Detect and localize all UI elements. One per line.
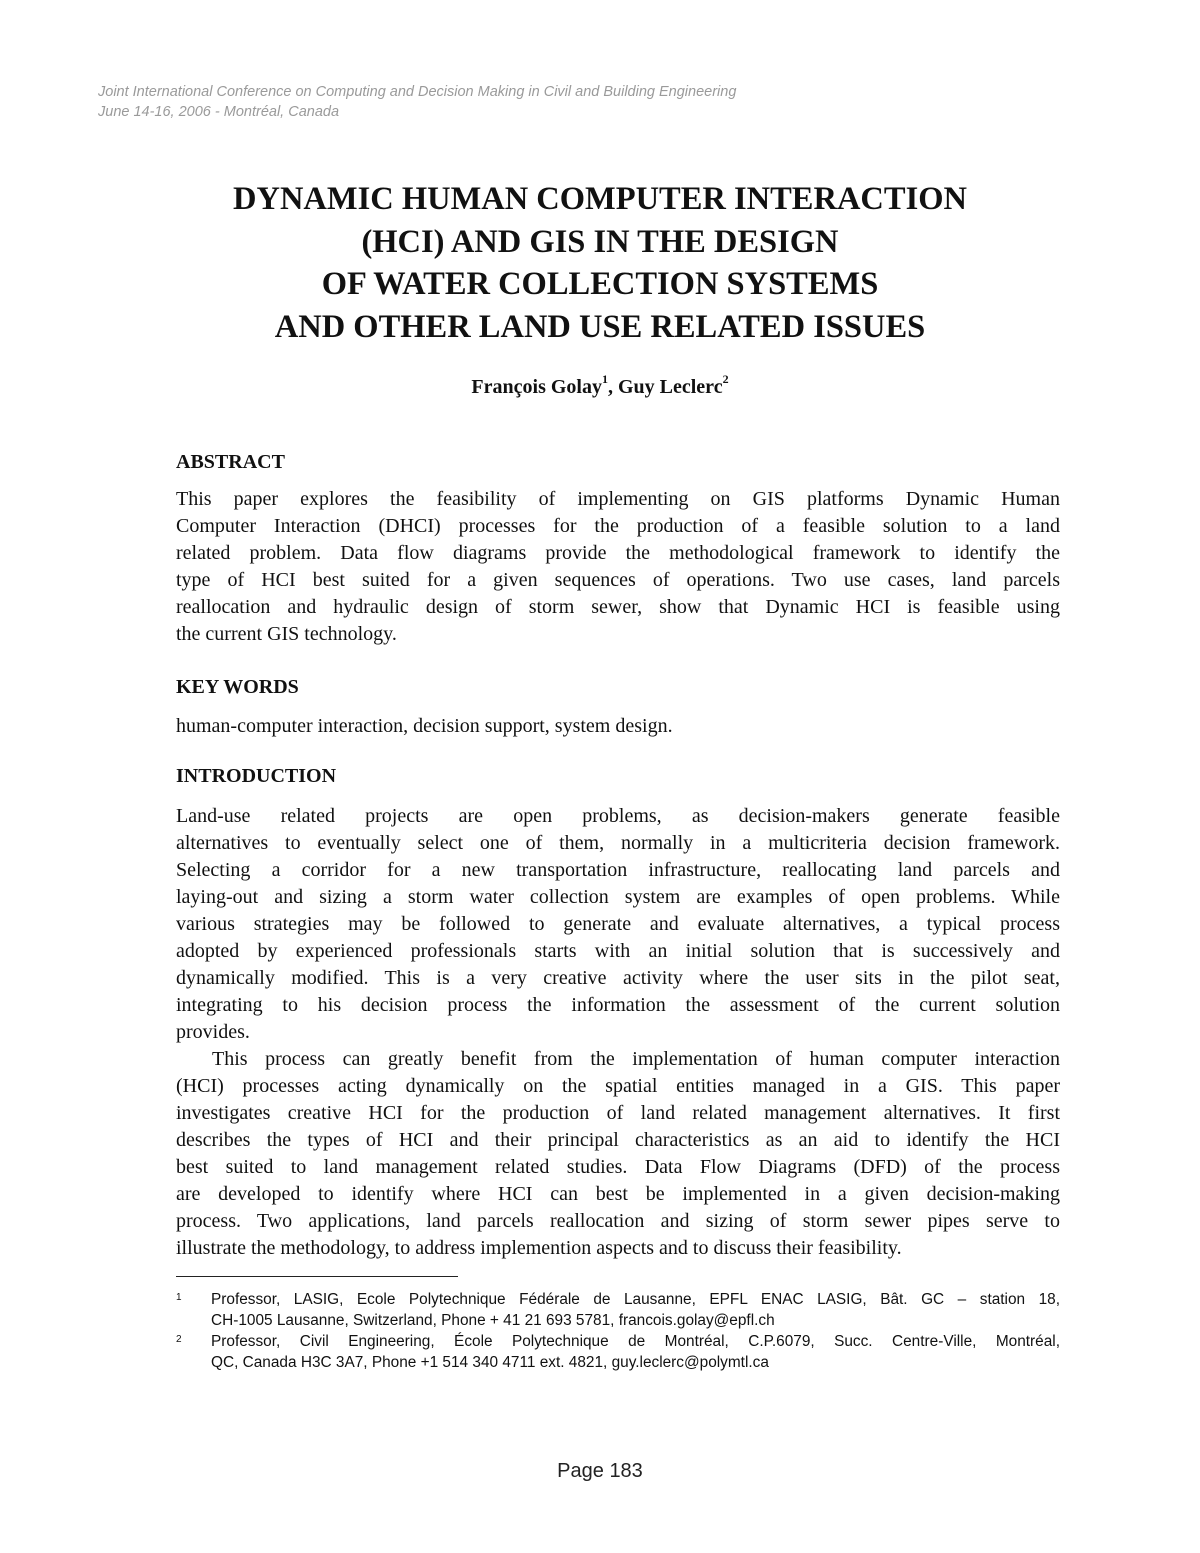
footnote-divider bbox=[176, 1276, 458, 1277]
author-name: François Golay bbox=[471, 376, 602, 398]
conference-date-location: June 14-16, 2006 - Montréal, Canada bbox=[98, 104, 340, 120]
text-line: illustrate the methodology, to address implemention aspects and to discuss their feasibility. bbox=[176, 1237, 902, 1259]
text-line: type of HCI best suited for a given sequences of operations. Two use cases, land parcels bbox=[176, 569, 1060, 591]
text-line: QC, Canada H3C 3A7, Phone +1 514 340 4711 ext. 4821, guy.leclerc@polymtl.ca bbox=[211, 1354, 769, 1371]
text-line: Professor, LASIG, Ecole Polytechnique Fédérale de Lausanne, EPFL ENAC LASIG, Bât. GC – station 18, bbox=[211, 1291, 1060, 1308]
text-line: various strategies may be followed to generate and evaluate alternatives, a typical process bbox=[176, 913, 1060, 935]
text-line: provides. bbox=[176, 1021, 250, 1043]
text-line: Selecting a corridor for a new transportation infrastructure, reallocating land parcels and bbox=[176, 859, 1060, 881]
keywords-text: human-computer interaction, decision support, system design. bbox=[176, 715, 673, 737]
footnote-text bbox=[211, 1331, 1060, 1373]
title-line: OF WATER COLLECTION SYSTEMS bbox=[321, 266, 879, 302]
page-number: Page 183 bbox=[557, 1460, 643, 1482]
title-line: (HCI) AND GIS IN THE DESIGN bbox=[361, 223, 839, 260]
footnote-text bbox=[211, 1289, 1060, 1331]
text-line: CH-1005 Lausanne, Switzerland, Phone + 41 21 693 5781, francois.golay@epfl.ch bbox=[211, 1312, 775, 1329]
text-line: the current GIS technology. bbox=[176, 623, 397, 645]
author-name: Guy Leclerc bbox=[617, 376, 723, 398]
title-line: DYNAMIC HUMAN COMPUTER INTERACTION bbox=[233, 181, 967, 217]
text-line: investigates creative HCI for the production of land related management alternatives. It first bbox=[176, 1102, 1060, 1124]
paper-title bbox=[120, 178, 1080, 348]
text-line: Professor, Civil Engineering, École Polytechnique de Montréal, C.P.6079, Succ. Centre-Ville, Montréal, bbox=[211, 1333, 1060, 1350]
section-heading-keywords: KEY WORDS bbox=[176, 676, 299, 698]
footnote-number: 1 bbox=[176, 1292, 182, 1303]
text-line: (HCI) processes acting dynamically on the spatial entities managed in a GIS. This paper bbox=[176, 1075, 1060, 1097]
text-line: dynamically modified. This is a very creative activity where the user sits in the pilot seat, bbox=[176, 967, 1060, 989]
text-line: process. Two applications, land parcels reallocation and sizing of storm sewer pipes serve to bbox=[176, 1210, 1060, 1232]
text-line: adopted by experienced professionals starts with an initial solution that is successively and bbox=[176, 940, 1060, 962]
footnote-mark: 1 bbox=[601, 372, 608, 387]
conference-name: Joint International Conference on Computing and Decision Making in Civil and Building Engineering bbox=[98, 84, 737, 100]
text-line: describes the types of HCI and their principal characteristics as an aid to identify the HCI bbox=[176, 1129, 1060, 1151]
text-line: best suited to land management related studies. Data Flow Diagrams (DFD) of the process bbox=[176, 1156, 1060, 1178]
text-line: alternatives to eventually select one of them, normally in a multicriteria decision framework. bbox=[176, 832, 1060, 854]
title-line: AND OTHER LAND USE RELATED ISSUES bbox=[274, 308, 926, 345]
introduction-body bbox=[176, 803, 1060, 1262]
footnote-number: 2 bbox=[176, 1334, 182, 1345]
abstract-body bbox=[176, 486, 1060, 648]
text-line: This paper explores the feasibility of implementing on GIS platforms Dynamic Human bbox=[176, 488, 1060, 510]
footnote-mark: 2 bbox=[722, 372, 729, 387]
text-line: Land-use related projects are open problems, as decision-makers generate feasible bbox=[176, 805, 1060, 827]
section-heading-abstract: ABSTRACT bbox=[176, 451, 285, 473]
text-line: laying-out and sizing a storm water collection system are examples of open problems. While bbox=[176, 886, 1060, 908]
author-separator: , bbox=[607, 376, 618, 398]
text-line: integrating to his decision process the information the assessment of the current solution bbox=[176, 994, 1060, 1016]
footnote-2 bbox=[176, 1331, 1060, 1373]
author-list bbox=[200, 372, 1000, 399]
conference-header bbox=[98, 82, 998, 122]
text-line: Computer Interaction (DHCI) processes for the production of a feasible solution to a land bbox=[176, 515, 1060, 537]
text-line: related problem. Data flow diagrams provide the methodological framework to identify the bbox=[176, 542, 1060, 564]
section-heading-introduction: INTRODUCTION bbox=[176, 765, 337, 787]
text-line: This process can greatly benefit from the implementation of human computer interaction bbox=[212, 1048, 1060, 1070]
footnote-1 bbox=[176, 1289, 1060, 1331]
text-line: reallocation and hydraulic design of storm sewer, show that Dynamic HCI is feasible using bbox=[176, 596, 1060, 618]
keywords-body bbox=[176, 713, 1060, 740]
text-line: are developed to identify where HCI can best be implemented in a given decision-making bbox=[176, 1183, 1060, 1205]
